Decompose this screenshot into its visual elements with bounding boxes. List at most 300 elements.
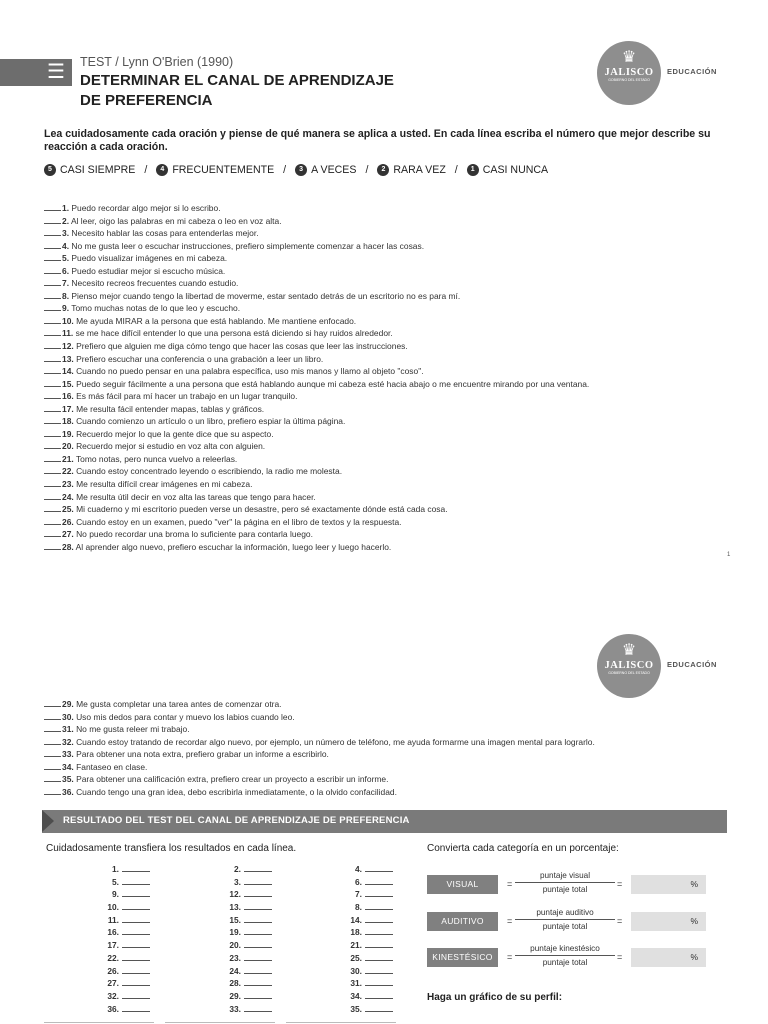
transfer-blank[interactable] — [365, 925, 393, 935]
question-row — [44, 289, 744, 302]
question-text: Necesito recreos frecuentes cuando estudio. — [71, 278, 239, 289]
transfer-number: 7. — [355, 889, 362, 900]
education-label-page-2: EDUCACIÓN — [667, 660, 717, 669]
category-label: AUDITIVO — [427, 912, 498, 931]
transfer-row — [192, 925, 272, 938]
question-row — [44, 201, 744, 214]
transfer-row — [192, 862, 272, 875]
question-row — [44, 722, 744, 735]
transfer-row — [70, 1002, 150, 1015]
percentage-field[interactable] — [631, 875, 706, 894]
question-number: 18. — [62, 416, 74, 427]
transfer-number: 30. — [350, 965, 362, 976]
question-row — [44, 502, 744, 515]
transfer-number: 35. — [350, 1003, 362, 1014]
question-text: Me resulta fácil entender mapas, tablas y gráficos. — [76, 403, 265, 414]
question-row — [44, 515, 744, 528]
question-text: No puedo recordar una broma lo suficiente para contarla luego. — [76, 529, 313, 540]
answer-blank[interactable] — [44, 515, 61, 525]
transfer-row — [313, 989, 393, 1002]
jalisco-logo: ♛ JALISCO GOBIERNO DEL ESTADO — [597, 41, 661, 105]
transfer-row — [313, 875, 393, 888]
question-text: Para obtener una nota extra, prefiero grabar un informe a escribirlo. — [76, 749, 329, 760]
transfer-number: 27. — [107, 978, 119, 989]
question-text: Cuando estoy en un examen, puedo "ver" la página en el libro de textos y la respuesta. — [76, 516, 402, 527]
question-text: Cuando comienzo un artículo o un libro, prefiero espiar la última página. — [76, 416, 346, 427]
question-row — [44, 414, 744, 427]
transfer-number: 24. — [229, 965, 241, 976]
transfer-blank[interactable] — [365, 1002, 393, 1012]
scale-separator: / — [144, 164, 148, 176]
question-number: 16. — [62, 391, 74, 402]
answer-blank[interactable] — [44, 747, 61, 757]
answer-blank[interactable] — [44, 722, 61, 732]
question-number: 23. — [62, 479, 74, 490]
answer-blank[interactable] — [44, 314, 61, 324]
question-text: Cuando no puedo pensar en una palabra específica, uso mis manos y llamo al objeto "coso". — [76, 366, 424, 377]
question-number: 5. — [62, 253, 70, 264]
question-text: Uso mis dedos para contar y muevo los labios cuando leo. — [76, 711, 295, 722]
answer-blank[interactable] — [44, 264, 61, 274]
transfer-number: 4. — [355, 864, 362, 874]
question-number: 31. — [62, 724, 74, 735]
question-number: 26. — [62, 516, 74, 527]
question-text: Necesito hablar las cosas para entenderlas mejor. — [71, 228, 259, 239]
transfer-blank[interactable] — [244, 913, 272, 923]
transfer-row — [313, 976, 393, 989]
answer-blank[interactable] — [44, 276, 61, 286]
transfer-row — [70, 938, 150, 951]
scale-item — [467, 164, 548, 176]
list-icon: ☰ — [47, 61, 65, 83]
question-text: Al leer, oigo las palabras en mi cabeza o leo en voz alta. — [70, 215, 282, 226]
transfer-row — [192, 964, 272, 977]
transfer-row — [313, 925, 393, 938]
transfer-number: 1. — [112, 864, 119, 874]
equals-sign: = — [617, 916, 623, 926]
transfer-row — [70, 862, 150, 875]
equals-sign: = — [507, 879, 513, 889]
question-number: 34. — [62, 761, 74, 772]
divider — [165, 1022, 275, 1023]
question-row — [44, 747, 744, 760]
scale-label: FRECUENTEMENTE — [172, 164, 275, 176]
transfer-blank[interactable] — [244, 862, 272, 872]
equals-sign: = — [507, 952, 513, 962]
answer-blank[interactable] — [44, 760, 61, 770]
question-number: 29. — [62, 699, 74, 709]
transfer-row — [70, 951, 150, 964]
answer-blank[interactable] — [44, 540, 61, 550]
scale-item — [156, 164, 274, 176]
question-row — [44, 427, 744, 440]
question-number: 21. — [62, 453, 74, 464]
score-fraction — [515, 908, 615, 931]
question-text: se me hace difícil entender lo que una persona está diciendo si hay ruidos alrededor. — [75, 328, 393, 339]
question-row — [44, 540, 744, 553]
transfer-blank[interactable] — [122, 951, 150, 961]
transfer-blank[interactable] — [122, 938, 150, 948]
scale-number-badge: 1 — [467, 164, 479, 176]
transfer-row — [192, 938, 272, 951]
question-number: 2. — [62, 215, 70, 226]
answer-blank[interactable] — [44, 414, 61, 424]
transfer-blank[interactable] — [244, 925, 272, 935]
test-author-label: TEST / Lynn O'Brien (1990) — [80, 55, 234, 69]
question-text: Cuando estoy tratando de recordar algo nuevo, por ejemplo, un número de teléfono, me ayuda formarme una imagen mental para lograrlo. — [76, 736, 595, 747]
answer-blank[interactable] — [44, 339, 61, 349]
transfer-number: 29. — [229, 990, 241, 1001]
question-text: Prefiero escuchar una conferencia o una grabación a leer un libro. — [76, 353, 324, 364]
answer-blank[interactable] — [44, 289, 61, 299]
transfer-row — [192, 887, 272, 900]
fraction-numerator: puntaje visual — [515, 871, 615, 883]
transfer-number: 9. — [112, 889, 119, 900]
transfer-row — [70, 964, 150, 977]
transfer-blank[interactable] — [122, 989, 150, 999]
transfer-number: 26. — [107, 965, 119, 976]
scale-number-badge: 5 — [44, 164, 56, 176]
answer-blank[interactable] — [44, 402, 61, 412]
question-text: Pienso mejor cuando tengo la libertad de moverme, estar sentado detrás de un escritorio no es para mí. — [71, 290, 461, 301]
question-text: Puedo visualizar imágenes en mi cabeza. — [71, 253, 228, 264]
transfer-number: 34. — [350, 990, 362, 1001]
transfer-number: 19. — [229, 927, 241, 938]
question-row — [44, 697, 744, 710]
question-number: 10. — [62, 315, 74, 326]
answer-blank[interactable] — [44, 352, 61, 362]
answer-blank[interactable] — [44, 201, 61, 211]
question-number: 17. — [62, 403, 74, 414]
question-text: Tomo notas, pero nunca vuelvo a releerlas. — [75, 453, 238, 464]
transfer-blank[interactable] — [365, 900, 393, 910]
question-row — [44, 339, 744, 352]
answer-blank[interactable] — [44, 502, 61, 512]
crest-icon: ♛ — [621, 642, 637, 659]
question-text: Mi cuaderno y mi escritorio pueden verse un desastre, pero sé exactamente dónde está cada cosa. — [76, 504, 448, 515]
answer-blank[interactable] — [44, 527, 61, 537]
transfer-row — [70, 900, 150, 913]
answer-blank[interactable] — [44, 239, 61, 249]
equals-sign: = — [617, 879, 623, 889]
answer-blank[interactable] — [44, 710, 61, 720]
jalisco-logo-page-2: ♛ JALISCO GOBIERNO DEL ESTADO — [597, 634, 661, 698]
question-row — [44, 452, 744, 465]
answer-blank[interactable] — [44, 464, 61, 474]
scale-separator: / — [283, 164, 287, 176]
question-text: Fantaseo en clase. — [76, 761, 148, 772]
question-number: 32. — [62, 736, 74, 747]
question-row — [44, 264, 744, 277]
question-text: Cuando tengo una gran idea, debo escribirla inmediatamente, o la olvido confacilidad. — [76, 786, 397, 797]
percentage-field[interactable] — [631, 912, 706, 931]
transfer-blank[interactable] — [244, 900, 272, 910]
fraction-denominator: puntaje total — [542, 885, 588, 894]
transfer-number: 11. — [107, 914, 119, 925]
transfer-number: 20. — [229, 940, 241, 951]
answer-blank[interactable] — [44, 364, 61, 374]
transfer-row — [70, 913, 150, 926]
scale-label: RARA VEZ — [393, 164, 446, 176]
transfer-number: 3. — [234, 876, 241, 887]
transfer-blank[interactable] — [122, 900, 150, 910]
transfer-row — [192, 989, 272, 1002]
transfer-number: 13. — [229, 902, 241, 913]
question-row — [44, 377, 744, 390]
transfer-blank[interactable] — [244, 964, 272, 974]
question-text: Prefiero que alguien me diga cómo tengo que hacer las cosas que leer las instrucciones. — [76, 341, 408, 352]
transfer-column-1 — [70, 862, 150, 1014]
question-number: 7. — [62, 278, 70, 289]
answer-blank[interactable] — [44, 452, 61, 462]
question-row — [44, 301, 744, 314]
question-text: Puedo recordar algo mejor si lo escribo. — [71, 203, 221, 213]
fraction-denominator: puntaje total — [542, 922, 588, 931]
fraction-numerator: puntaje auditivo — [515, 908, 615, 920]
transfer-column-3 — [313, 862, 393, 1014]
fraction-denominator: puntaje total — [542, 958, 588, 967]
transfer-number: 17. — [107, 940, 119, 951]
question-number: 33. — [62, 749, 74, 760]
question-row — [44, 735, 744, 748]
answer-blank[interactable] — [44, 389, 61, 399]
question-row — [44, 439, 744, 452]
percent-sign: % — [690, 916, 698, 926]
scale-label: CASI NUNCA — [482, 164, 549, 176]
result-title: RESULTADO DEL TEST DEL CANAL DE APRENDIZAJE DE PREFERENCIA — [63, 815, 410, 826]
scale-number-badge: 2 — [377, 164, 389, 176]
question-number: 27. — [62, 529, 74, 540]
score-fraction — [515, 871, 615, 894]
transfer-blank[interactable] — [122, 964, 150, 974]
transfer-row — [70, 989, 150, 1002]
question-row — [44, 276, 744, 289]
question-text: Al aprender algo nuevo, prefiero escuchar la información, luego leer y luego hacerlo. — [75, 541, 392, 552]
transfer-row — [313, 1002, 393, 1015]
transfer-number: 28. — [229, 978, 241, 989]
scale-number-badge: 4 — [156, 164, 168, 176]
answer-blank[interactable] — [44, 735, 61, 745]
transfer-row — [192, 900, 272, 913]
question-row — [44, 785, 744, 798]
scale-item — [44, 164, 135, 176]
transfer-number: 18. — [350, 927, 362, 938]
transfer-blank[interactable] — [365, 887, 393, 897]
question-number: 8. — [62, 290, 70, 301]
transfer-row — [313, 964, 393, 977]
transfer-blank[interactable] — [244, 875, 272, 885]
answer-blank[interactable] — [44, 301, 61, 311]
transfer-row — [70, 925, 150, 938]
question-number: 13. — [62, 353, 74, 364]
equals-sign: = — [507, 916, 513, 926]
answer-blank[interactable] — [44, 214, 61, 224]
question-number: 19. — [62, 428, 74, 439]
percent-sign: % — [690, 952, 698, 962]
question-row — [44, 239, 744, 252]
transfer-number: 21. — [350, 940, 362, 951]
scale-number-badge: 3 — [295, 164, 307, 176]
transfer-number: 33. — [229, 1003, 241, 1014]
score-fraction — [515, 944, 615, 967]
transfer-row — [313, 862, 393, 875]
question-number: 30. — [62, 711, 74, 722]
question-row — [44, 464, 744, 477]
question-number: 12. — [62, 341, 74, 352]
answer-blank[interactable] — [44, 697, 61, 707]
question-text: Puedo estudiar mejor si escucho música. — [71, 265, 226, 276]
transfer-blank[interactable] — [122, 925, 150, 935]
answer-blank[interactable] — [44, 477, 61, 487]
question-number: 36. — [62, 786, 74, 797]
transfer-blank[interactable] — [365, 964, 393, 974]
question-row — [44, 772, 744, 785]
scale-label: A VECES — [311, 164, 357, 176]
scale-item — [377, 164, 445, 176]
transfer-number: 15. — [229, 914, 241, 925]
transfer-row — [192, 875, 272, 888]
transfer-number: 36. — [107, 1003, 119, 1014]
question-row — [44, 214, 744, 227]
question-text: Para obtener una calificación extra, prefiero crear un proyecto a escribir un informe. — [76, 774, 389, 785]
transfer-row — [313, 951, 393, 964]
question-text: Cuando estoy concentrado leyendo o escribiendo, la radio me molesta. — [76, 466, 343, 477]
question-number: 25. — [62, 504, 74, 515]
transfer-blank[interactable] — [244, 1002, 272, 1012]
transfer-row — [192, 976, 272, 989]
answer-blank[interactable] — [44, 772, 61, 782]
question-row — [44, 389, 744, 402]
instructions-text: Lea cuidadosamente cada oración y piense de qué manera se aplica a usted. En cada línea escriba el número que mejor describe su reacción a cada oración. — [44, 128, 711, 153]
page-number: 1 — [727, 552, 731, 558]
answer-blank[interactable] — [44, 251, 61, 261]
percentage-field[interactable] — [631, 948, 706, 967]
question-text: Puedo seguir fácilmente a una persona que está hablando aunque mi cabeza esté hacia abajo o me encuentre mirando por una ventana. — [76, 378, 590, 389]
answer-blank[interactable] — [44, 427, 61, 437]
transfer-blank[interactable] — [244, 887, 272, 897]
transfer-number: 22. — [107, 952, 119, 963]
question-row — [44, 477, 744, 490]
question-number: 11. — [62, 328, 74, 339]
transfer-row — [192, 951, 272, 964]
question-row — [44, 352, 744, 365]
transfer-number: 23. — [229, 952, 241, 963]
transfer-blank[interactable] — [244, 951, 272, 961]
answer-blank[interactable] — [44, 785, 61, 795]
transfer-blank[interactable] — [122, 887, 150, 897]
question-row — [44, 402, 744, 415]
transfer-blank[interactable] — [122, 1002, 150, 1012]
question-number: 6. — [62, 265, 70, 276]
transfer-blank[interactable] — [122, 976, 150, 986]
question-text: No me gusta releer mi trabajo. — [76, 724, 190, 735]
question-row — [44, 760, 744, 773]
transfer-number: 2. — [234, 864, 241, 874]
transfer-blank[interactable] — [244, 938, 272, 948]
transfer-row — [313, 938, 393, 951]
category-label: KINESTÉSICO — [427, 948, 498, 967]
question-text: Me gusta completar una tarea antes de comenzar otra. — [76, 699, 282, 709]
transfer-number: 14. — [350, 914, 362, 925]
scale-separator: / — [365, 164, 369, 176]
transfer-blank[interactable] — [365, 938, 393, 948]
transfer-row — [70, 887, 150, 900]
title-line-1: DETERMINAR EL CANAL DE APRENDIZAJE — [80, 72, 394, 89]
transfer-row — [313, 913, 393, 926]
transfer-number: 5. — [112, 876, 119, 887]
transfer-number: 31. — [350, 978, 362, 989]
transfer-blank[interactable] — [365, 951, 393, 961]
answer-blank[interactable] — [44, 490, 61, 500]
question-text: Me resulta difícil crear imágenes en mi cabeza. — [76, 479, 253, 490]
result-arrow-icon — [42, 810, 54, 832]
question-row — [44, 314, 744, 327]
question-number: 22. — [62, 466, 74, 477]
scale-label: CASI SIEMPRE — [60, 164, 136, 176]
question-number: 3. — [62, 228, 70, 239]
transfer-blank[interactable] — [365, 875, 393, 885]
transfer-row — [70, 976, 150, 989]
transfer-number: 8. — [355, 902, 362, 913]
category-label: VISUAL — [427, 875, 498, 894]
answer-blank[interactable] — [44, 377, 61, 387]
transfer-blank[interactable] — [244, 989, 272, 999]
transfer-number: 25. — [350, 952, 362, 963]
transfer-blank[interactable] — [365, 989, 393, 999]
transfer-instructions: Cuidadosamente transfiera los resultados en cada línea. — [46, 843, 297, 854]
question-text: Recuerdo mejor lo que la gente dice que su aspecto. — [76, 428, 274, 439]
transfer-row — [192, 1002, 272, 1015]
transfer-row — [313, 887, 393, 900]
question-row — [44, 364, 744, 377]
question-number: 35. — [62, 774, 74, 785]
convert-instructions: Convierta cada categoría en un porcentaje: — [427, 843, 619, 854]
transfer-blank[interactable] — [244, 976, 272, 986]
question-number: 4. — [62, 240, 70, 251]
transfer-blank[interactable] — [122, 913, 150, 923]
graph-instructions: Haga un gráfico de su perfil: — [427, 992, 563, 1003]
crest-icon: ♛ — [621, 49, 637, 66]
question-row — [44, 251, 744, 264]
transfer-blank[interactable] — [365, 913, 393, 923]
transfer-blank[interactable] — [122, 862, 150, 872]
transfer-number: 16. — [107, 927, 119, 938]
transfer-row — [313, 900, 393, 913]
percent-sign: % — [690, 879, 698, 889]
transfer-blank[interactable] — [365, 976, 393, 986]
divider — [44, 1022, 154, 1023]
question-row — [44, 710, 744, 723]
transfer-row — [192, 913, 272, 926]
title-line-2: DE PREFERENCIA — [80, 92, 213, 109]
divider — [286, 1022, 396, 1023]
question-row — [44, 326, 744, 339]
education-label: EDUCACIÓN — [667, 67, 717, 76]
fraction-numerator: puntaje kinestésico — [515, 944, 615, 956]
answer-blank[interactable] — [44, 326, 61, 336]
answer-blank[interactable] — [44, 226, 61, 236]
question-text: No me gusta leer o escuchar instrucciones, prefiero simplemente comenzar a hacer las cosas. — [71, 240, 425, 251]
transfer-column-2 — [192, 862, 272, 1014]
transfer-blank[interactable] — [365, 862, 393, 872]
question-text: Es más fácil para mí hacer un trabajo en un lugar tranquilo. — [76, 391, 298, 402]
transfer-blank[interactable] — [122, 875, 150, 885]
question-row — [44, 527, 744, 540]
question-number: 1. — [62, 203, 70, 213]
page-title — [80, 71, 500, 111]
questions-page-2 — [44, 697, 744, 797]
answer-blank[interactable] — [44, 439, 61, 449]
